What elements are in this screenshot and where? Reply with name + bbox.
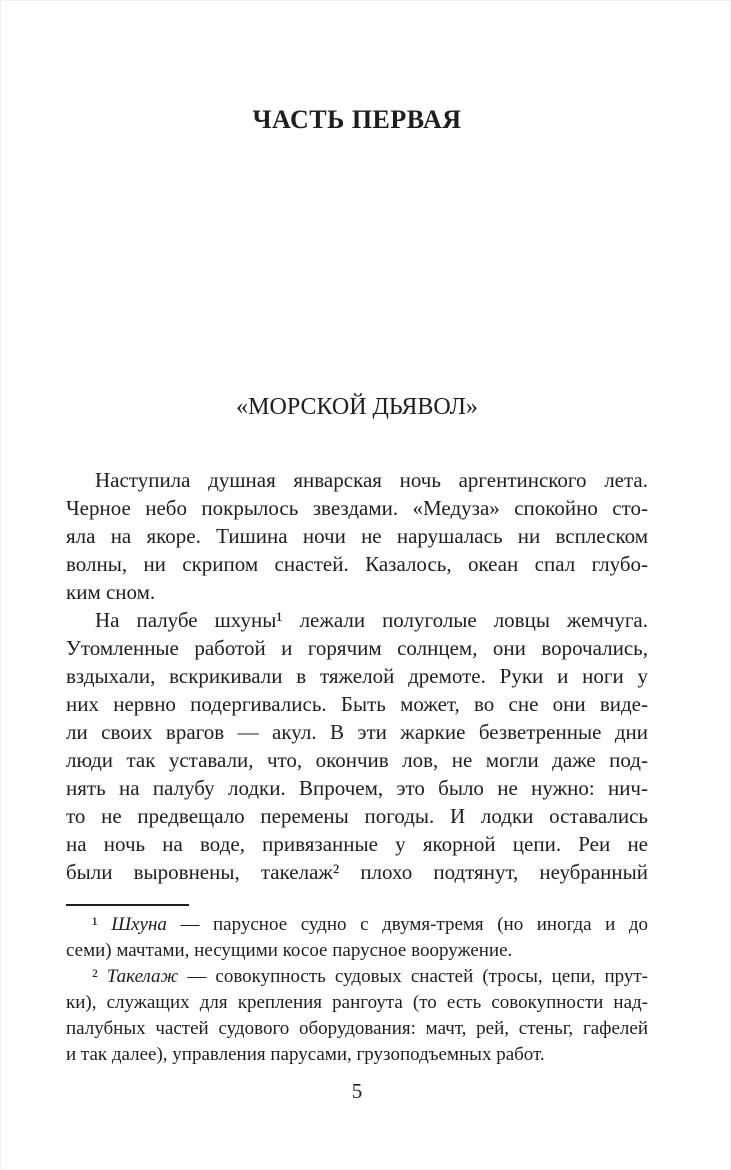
footnote-term: Такелаж [106,966,188,987]
body-line: На палубе шхуны¹ лежали полуголые ловцы жемчуга. [95,608,648,632]
footnote-term: Шхуна [111,914,181,935]
page-number: 5 [351,1079,363,1103]
footnote-line: ки), служащих для крепления рангоута (то есть совокупности над- [66,992,648,1013]
footnote-text: — парусное судно с двумя-тремя (но иногда и до [180,914,649,935]
body-line: вздыхали, вскрикивали в тяжелой дремоте. Руки и ноги у [66,664,648,688]
footnote-line: и так далее), управления парусами, грузоподъемных работ. [66,1044,545,1065]
footnote-line: палубных частей судового оборудования: мачт, рей, стеньг, гафелей [66,1018,648,1039]
footnote-marker: ¹ [92,914,112,935]
body-line: то не предвещало перемены погоды. И лодки оставались [66,804,648,828]
part-title: ЧАСТЬ ПЕРВАЯ [252,105,462,134]
footnotes [66,912,648,1068]
body-line: Наступила душная январская ночь аргентинского лета. [95,468,648,492]
body-text [66,466,648,886]
footnote-line: семи) мачтами, несущими косое парусное вооружение. [66,940,513,961]
body-line: Черное небо покрылось звездами. «Медуза» спокойно сто- [66,496,648,520]
body-line: на ночь на воде, привязанные у якорной цепи. Реи не [66,832,648,856]
body-line: Утомленные работой и горячим солнцем, они ворочались, [66,636,648,660]
footnote-marker: ² [92,966,107,987]
body-line: них нервно подергивались. Быть может, во сне они виде- [66,692,648,716]
footnote-line [66,912,648,938]
footnote-separator-rule [66,904,189,906]
chapter-title: «МОРСКОЙ ДЬЯВОЛ» [236,394,478,420]
body-line: нять на палубу лодки. Впрочем, это было не нужно: нич- [66,776,648,800]
body-line: были выровнены, такелаж² плохо подтянут, неубранный [66,860,648,884]
body-line: волны, ни скрипом снастей. Казалось, океан спал глубо- [66,552,648,576]
body-line: люди так уставали, что, окончив лов, не могли даже под- [66,748,648,772]
footnote-line [66,964,648,990]
footnote-text: — совокупность судовых снастей (тросы, цепи, прут- [187,966,648,987]
body-line: ким сном. [66,580,156,604]
body-line: ли своих врагов — акул. В эти жаркие безветренные дни [66,720,648,744]
body-line: яла на якоре. Тишина ночи не нарушалась ни всплеском [66,524,648,548]
